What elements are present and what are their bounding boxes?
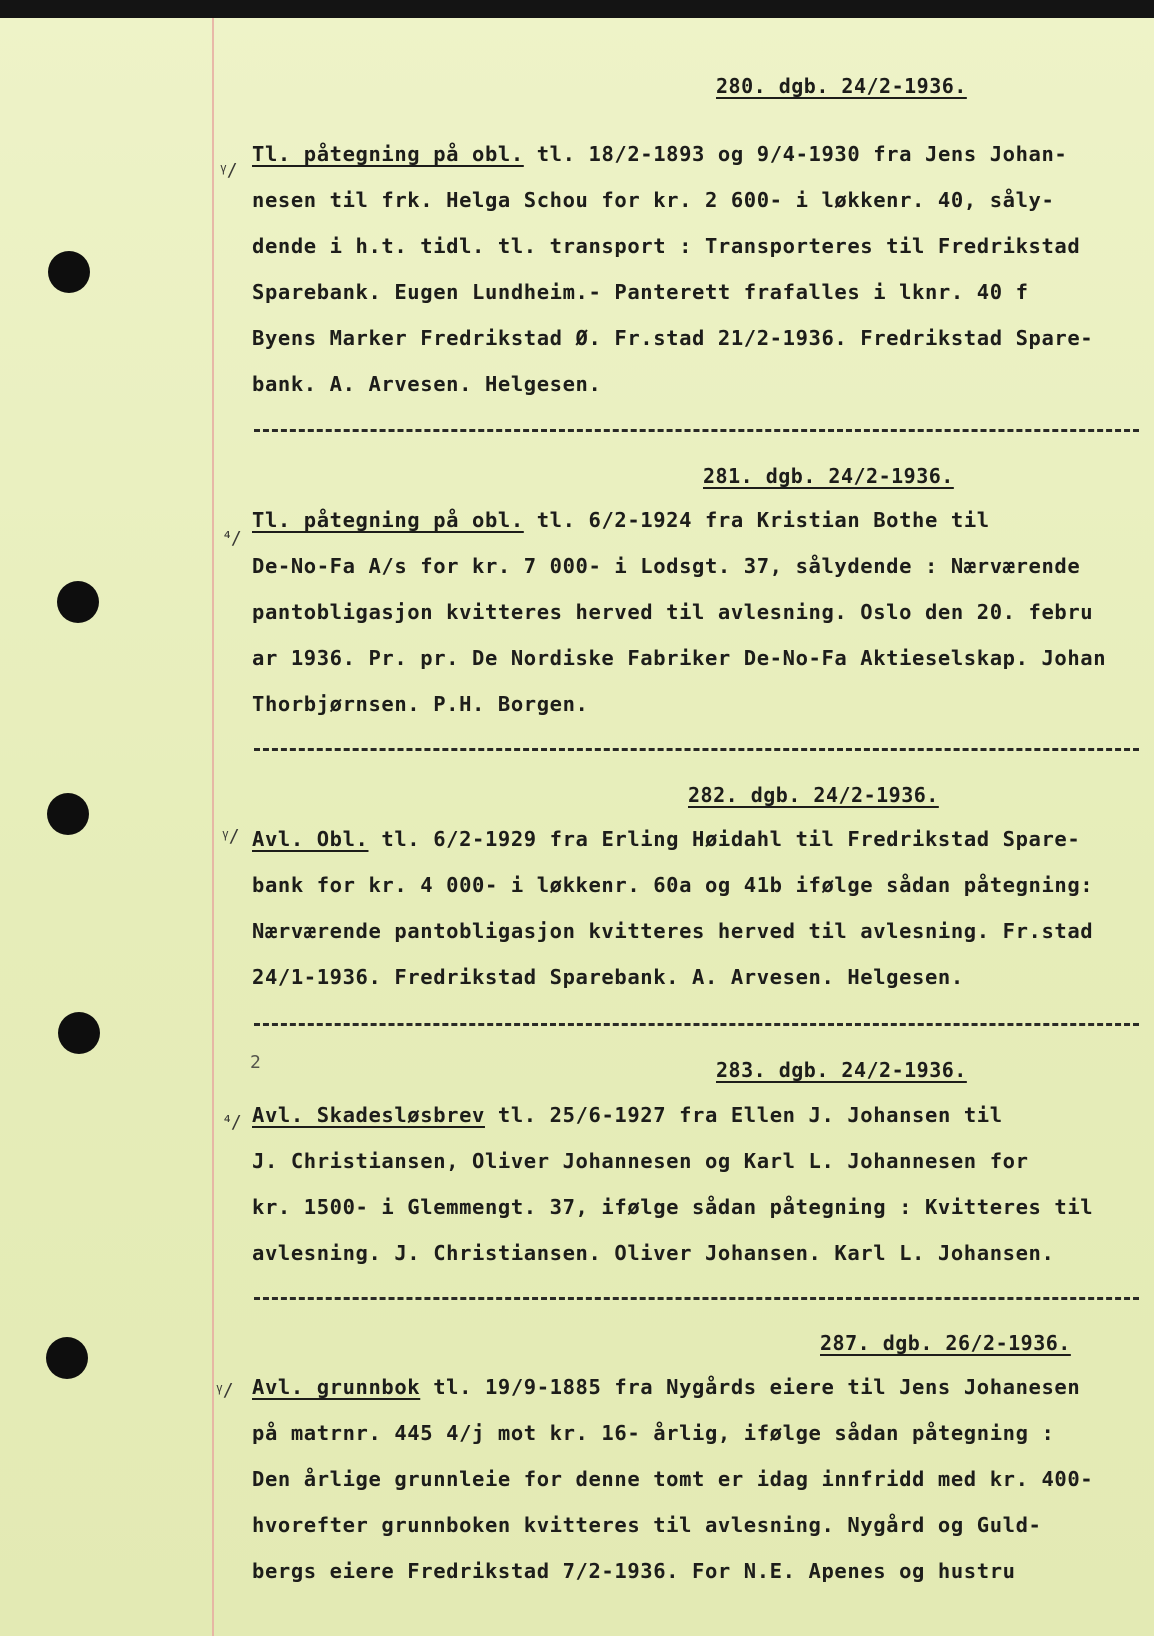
- entry-line: Nærværende pantobligasjon kvitteres herved til avlesning. Fr.stad: [252, 919, 1094, 943]
- entry-separator: [254, 1023, 1139, 1026]
- entry-line: J. Christiansen, Oliver Johannesen og Karl L. Johannesen for: [252, 1149, 1029, 1173]
- entry-line: på matrnr. 445 4/j mot kr. 16- årlig, ifølge sådan påtegning :: [252, 1421, 1055, 1445]
- entry-header: 282. dgb. 24/2-1936.: [688, 783, 939, 807]
- stray-mark: 2: [250, 1052, 261, 1073]
- entry-line: nesen til frk. Helga Schou for kr. 2 600- i løkkenr. 40, såly-: [252, 188, 1055, 212]
- scan-top-edge: [0, 0, 1154, 18]
- punch-hole: [48, 251, 90, 293]
- entry-separator: [254, 1297, 1139, 1300]
- entry-line: Den årlige grunnleie for denne tomt er idag innfridd med kr. 400-: [252, 1467, 1094, 1491]
- document-type-label: Tl. påtegning på obl.: [252, 142, 524, 166]
- entry-line: dende i h.t. tidl. tl. transport : Transporteres til Fredrikstad: [252, 234, 1081, 258]
- entry-line: Avl. Skadesløsbrev tl. 25/6-1927 fra Ellen J. Johansen til: [252, 1103, 1003, 1127]
- entry-line: De-No-Fa A/s for kr. 7 000- i Lodsgt. 37, sålydende : Nærværende: [252, 554, 1081, 578]
- entry-line: Avl. Obl. tl. 6/2-1929 fra Erling Høidahl til Fredrikstad Spare-: [252, 827, 1081, 851]
- punch-hole: [47, 793, 89, 835]
- entry-line: Sparebank. Eugen Lundheim.- Panterett frafalles i lknr. 40 f: [252, 280, 1029, 304]
- margin-mark: ⁴/: [222, 528, 240, 549]
- entry-line: bank for kr. 4 000- i løkkenr. 60a og 41b ifølge sådan påtegning:: [252, 873, 1094, 897]
- entry-line: kr. 1500- i Glemmengt. 37, ifølge sådan påtegning : Kvitteres til: [252, 1195, 1094, 1219]
- document-type-label: Avl. Skadesløsbrev: [252, 1103, 485, 1127]
- margin-mark: ᵞ/: [214, 1380, 232, 1401]
- margin-mark: ᵞ/: [218, 160, 236, 181]
- entry-line: Tl. påtegning på obl. tl. 6/2-1924 fra Kristian Bothe til: [252, 508, 990, 532]
- entry-line: pantobligasjon kvitteres herved til avlesning. Oslo den 20. febru: [252, 600, 1094, 624]
- entry-line: bank. A. Arvesen. Helgesen.: [252, 372, 602, 396]
- entry-header: 283. dgb. 24/2-1936.: [716, 1058, 967, 1082]
- entry-line: Avl. grunnbok tl. 19/9-1885 fra Nygårds eiere til Jens Johanesen: [252, 1375, 1081, 1399]
- entry-line: Tl. påtegning på obl. tl. 18/2-1893 og 9/4-1930 fra Jens Johan-: [252, 142, 1068, 166]
- entry-line: hvorefter grunnboken kvitteres til avlesning. Nygård og Guld-: [252, 1513, 1042, 1537]
- entry-line: avlesning. J. Christiansen. Oliver Johansen. Karl L. Johansen.: [252, 1241, 1055, 1265]
- document-type-label: Avl. grunnbok: [252, 1375, 421, 1399]
- margin-mark: ᵞ/: [220, 826, 238, 847]
- entry-line: Thorbjørnsen. P.H. Borgen.: [252, 692, 589, 716]
- entry-line: Byens Marker Fredrikstad Ø. Fr.stad 21/2-1936. Fredrikstad Spare-: [252, 326, 1094, 350]
- punch-hole: [46, 1337, 88, 1379]
- entry-line: bergs eiere Fredrikstad 7/2-1936. For N.E. Apenes og hustru: [252, 1559, 1016, 1583]
- document-type-label: Avl. Obl.: [252, 827, 369, 851]
- entry-separator: [254, 429, 1139, 432]
- entry-header: 280. dgb. 24/2-1936.: [716, 74, 967, 98]
- entry-line: 24/1-1936. Fredrikstad Sparebank. A. Arvesen. Helgesen.: [252, 965, 964, 989]
- entry-line: ar 1936. Pr. pr. De Nordiske Fabriker De-No-Fa Aktieselskap. Johan: [252, 646, 1107, 670]
- entry-header: 287. dgb. 26/2-1936.: [820, 1331, 1071, 1355]
- document-type-label: Tl. påtegning på obl.: [252, 508, 524, 532]
- punch-hole: [57, 581, 99, 623]
- entry-header: 281. dgb. 24/2-1936.: [703, 464, 954, 488]
- entry-separator: [254, 748, 1139, 751]
- margin-mark: ⁴/: [222, 1112, 240, 1133]
- punch-hole: [58, 1012, 100, 1054]
